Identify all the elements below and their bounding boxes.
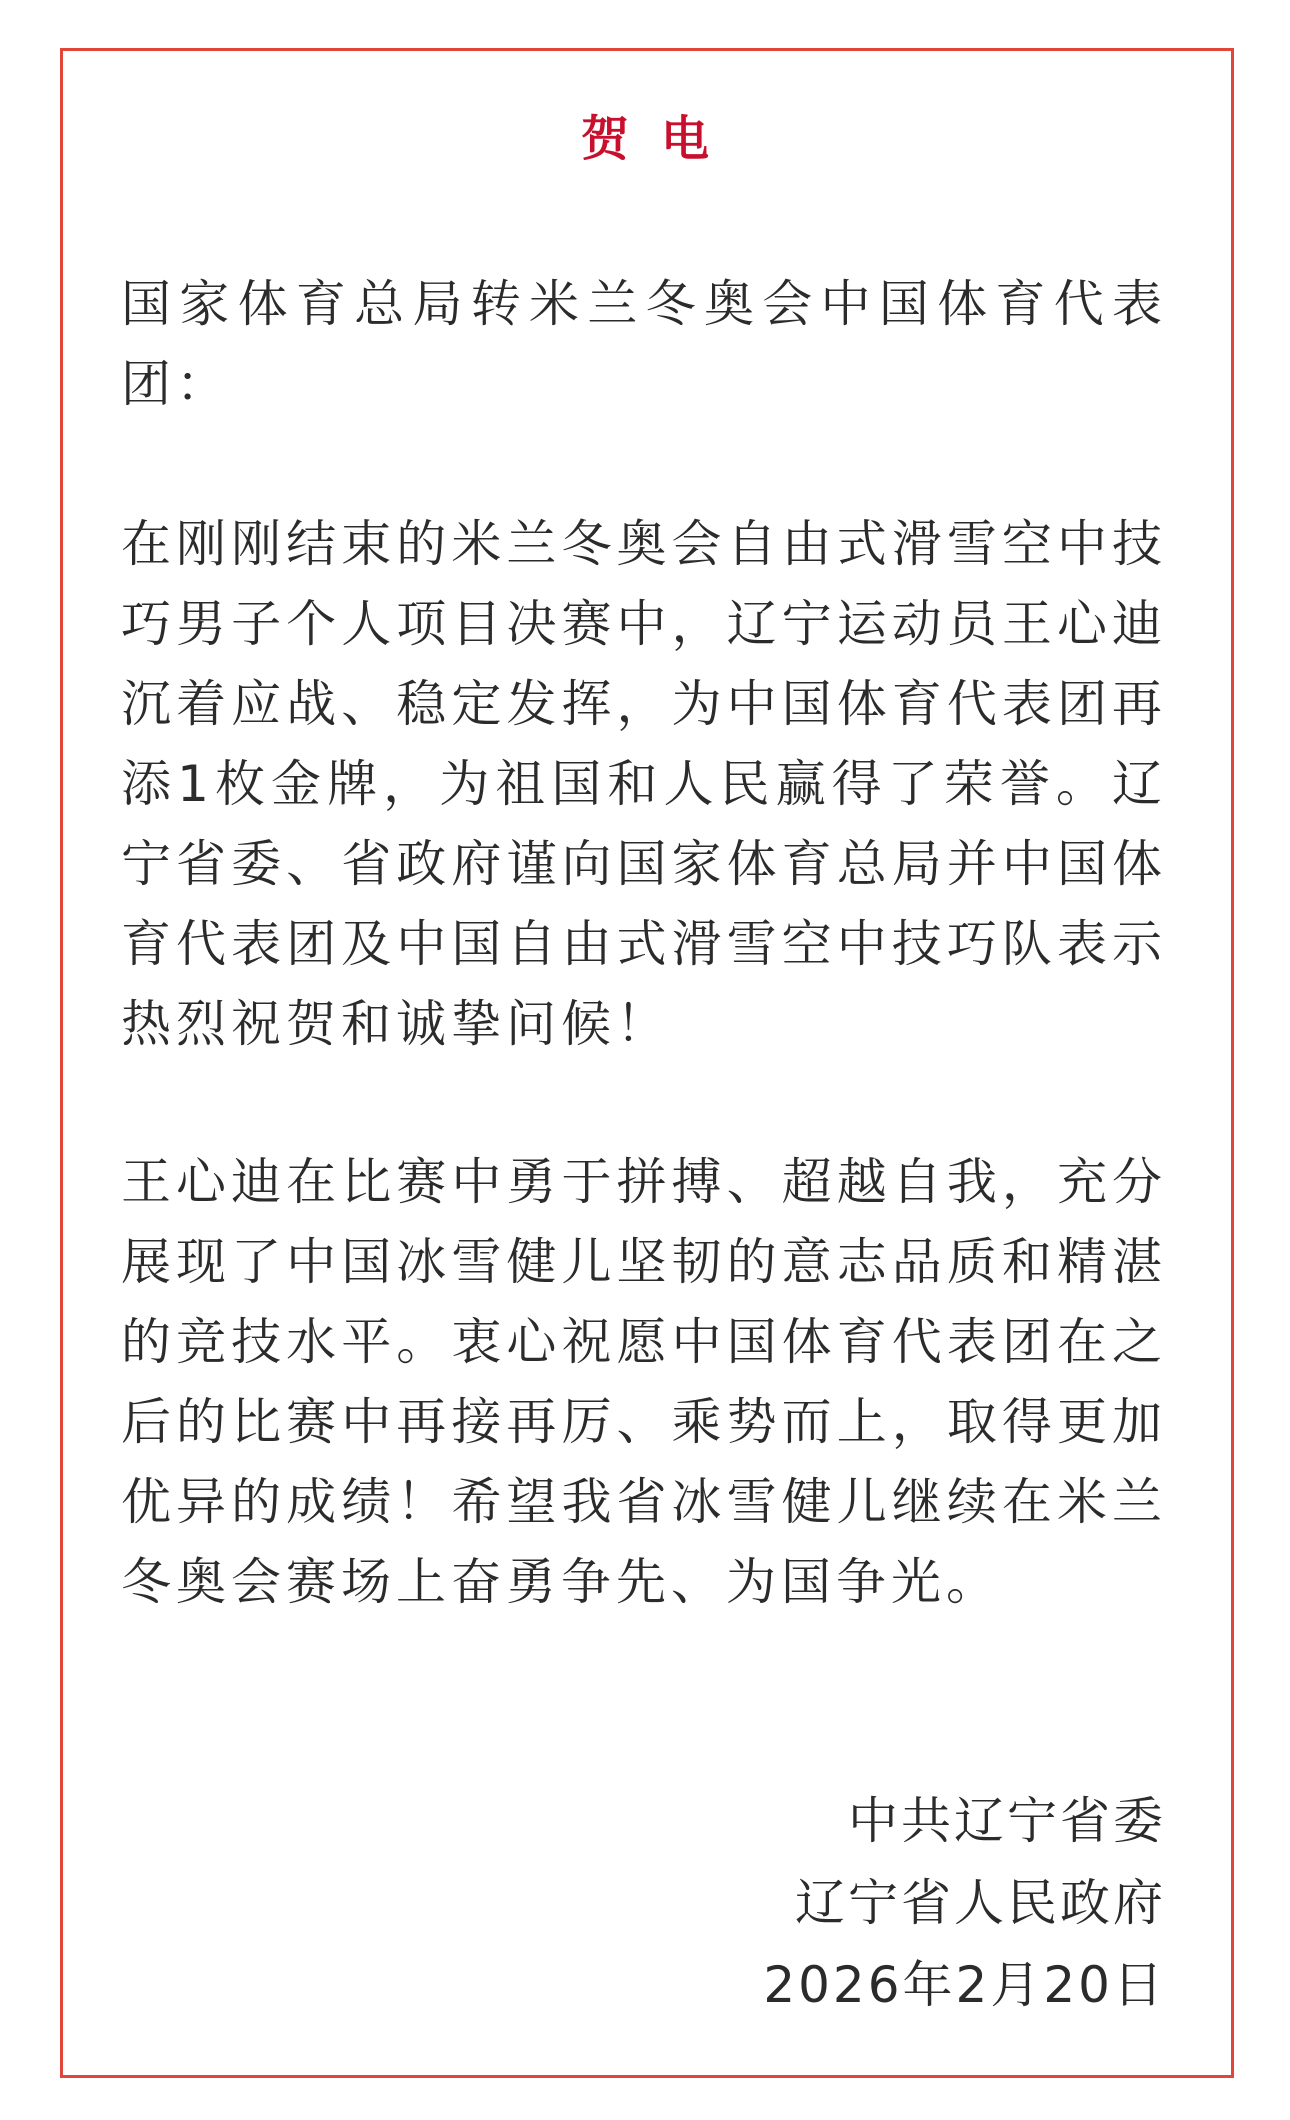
signatory-provincial-government: 辽宁省人民政府 [795, 1874, 1166, 1932]
signatory-provincial-committee: 中共辽宁省委 [848, 1792, 1166, 1850]
letter-paragraph-1 [121, 504, 1167, 1064]
letter-addressee [121, 264, 1167, 424]
paragraph-text: 在刚刚结束的米兰冬奥会自由式滑雪空中技巧男子个人项目决赛中，辽宁运动员王心迪沉着应战、稳定发挥，为中国体育代表团再添1枚金牌，为祖国和人民赢得了荣誉。辽宁省委、省政府谨向国家体育总局并中国体育代表团及中国自由式滑雪空中技巧队表示热烈祝贺和诚挚问候！ [121, 515, 1167, 1053]
letter-signature-block [763, 1780, 1166, 2026]
paragraph-text: 王心迪在比赛中勇于拼搏、超越自我，充分展现了中国冰雪健儿坚韧的意志品质和精湛的竞技水平。衷心祝愿中国体育代表团在之后的比赛中再接再厉、乘势而上，取得更加优异的成绩！希望我省冰雪健儿继续在米兰冬奥会赛场上奋勇争先、为国争光。 [121, 1153, 1167, 1611]
letter-paragraph-2 [121, 1142, 1167, 1622]
letter-title: 贺电 [580, 111, 741, 167]
addressee-text: 国家体育总局转米兰冬奥会中国体育代表团： [121, 275, 1167, 413]
letter-date: 2026年2月20日 [763, 1956, 1166, 2014]
